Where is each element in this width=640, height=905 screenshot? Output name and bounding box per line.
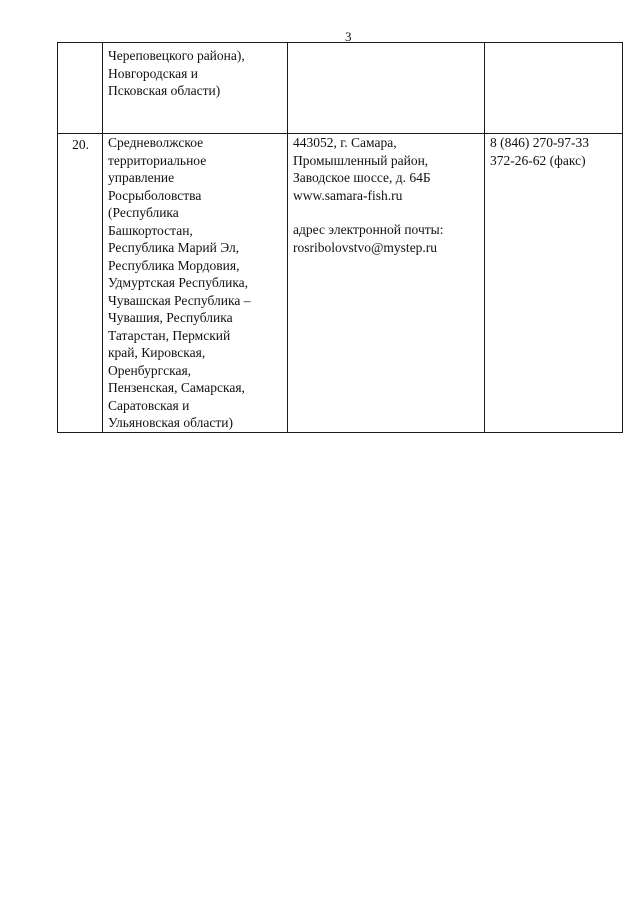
address-line: Заводское шоссе, д. 64Б [293, 170, 431, 185]
phone-cell [485, 134, 623, 433]
organization-name-line: Ульяновская области) [108, 415, 233, 430]
row-number [63, 43, 98, 45]
address-line: Промышленный район, [293, 152, 429, 168]
organization-name-line: управление [108, 170, 175, 185]
organization-name-line: (Республика [108, 205, 179, 220]
organization-name-line: Чувашская Республика – [108, 292, 251, 308]
organization-name-line: Удмуртская Республика, [108, 275, 249, 290]
organization-name-line: Средневолжское [108, 135, 204, 150]
phone-cell [485, 43, 623, 134]
organization-name-line: Чувашия, Республика [108, 310, 233, 325]
organization-cell [103, 43, 288, 134]
organization-name-line: Новгородская и [108, 65, 198, 81]
row-number-cell [58, 134, 103, 433]
page-number: 3 [345, 29, 352, 44]
website-link[interactable]: www.samara-fish.ru [293, 187, 403, 203]
organization-name-line: Пензенская, Самарская, [108, 380, 245, 395]
organization-name-line: Оренбургская, [108, 362, 192, 378]
organization-name-line: Росрыболовства [108, 187, 202, 203]
address-line: 443052, г. Самара, [293, 135, 397, 150]
organization-name-line: Республика Мордовия, [108, 257, 240, 273]
email-label: адрес электронной почты: [293, 222, 444, 237]
contacts-table [57, 42, 623, 433]
table-row [58, 134, 623, 433]
organization-name-line: Саратовская и [108, 397, 190, 413]
fax-number: 372-26-62 (факс) [490, 152, 586, 168]
table-row-continuation [58, 43, 623, 134]
address-cell [288, 134, 485, 433]
spacer [293, 204, 480, 221]
row-number-cell [58, 43, 103, 134]
organization-name-line: территориальное [108, 152, 207, 168]
email-link[interactable]: rosribolovstvo@mystep.ru [293, 239, 438, 255]
address-cell [288, 43, 485, 134]
organization-name-line: Псковская области) [108, 83, 221, 98]
organization-name-line: край, Кировская, [108, 345, 206, 360]
phone-number: 8 (846) 270-97-33 [490, 135, 589, 150]
organization-name-line: Череповецкого района), [108, 48, 245, 63]
organization-name-line: Республика Марий Эл, [108, 240, 240, 255]
organization-cell [103, 134, 288, 433]
organization-name-line: Татарстан, Пермский [108, 327, 231, 343]
organization-name-line: Башкортостан, [108, 222, 193, 238]
row-number: 20. [72, 137, 89, 152]
